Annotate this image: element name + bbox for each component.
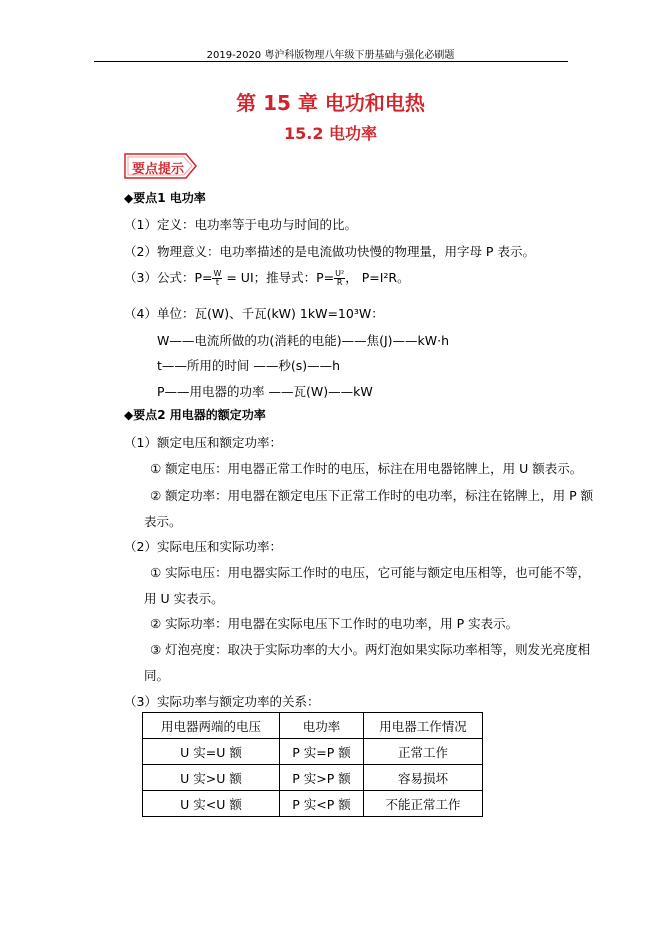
unit-p-line: P——用电器的功率 ——瓦(W)——kW: [157, 384, 373, 399]
point1-heading: ◆要点1 电功率: [124, 191, 206, 205]
point1-unit: （4）单位：瓦(W)、千瓦(kW) 1kW=10³W：: [124, 306, 384, 321]
formula-ui: = UI；推导式：P=: [222, 270, 335, 285]
rated-voltage: ① 额定电压：用电器正常工作时的电压，标注在用电器铭牌上，用 U 额表示。: [150, 461, 583, 476]
page-header: 2019-2020 粤沪科版物理八年级下册基础与强化必刷题: [206, 50, 455, 61]
table-header-cell: 用电器两端的电压: [143, 713, 280, 739]
actual-voltage-cont: 用 U 实表示。: [144, 591, 224, 606]
table-cell: U 实>U 额: [143, 765, 280, 791]
fraction-denominator: t: [215, 278, 219, 287]
table-row: [143, 791, 483, 817]
badge-label: 要点提示: [132, 162, 185, 177]
rated-title: （1）额定电压和额定功率：: [124, 435, 282, 450]
formula-label: （3）公式：P=: [124, 270, 213, 285]
table-header-cell: 电功率: [280, 713, 364, 739]
relation-title: （3）实际功率与额定功率的关系：: [124, 694, 320, 709]
table-row: [143, 739, 483, 765]
rated-power: ② 额定功率：用电器在额定电压下正常工作时的电功率，标注在铭牌上，用 P 额: [150, 488, 594, 503]
point1-formula: [124, 268, 410, 287]
table-cell: P 实>P 额: [280, 765, 364, 791]
formula-i2r: ， P=I²R。: [345, 270, 410, 285]
fraction-denominator: R: [336, 278, 343, 287]
power-relation-table: [142, 712, 483, 817]
fraction-numerator: W: [213, 269, 222, 278]
actual-voltage: ① 实际电压：用电器实际工作时的电压，它可能与额定电压相等，也可能不等，: [150, 565, 591, 580]
table-header-row: [143, 713, 483, 739]
point1-definition: （1）定义：电功率等于电功与时间的比。: [124, 217, 357, 232]
table-cell: 正常工作: [364, 739, 483, 765]
table-cell: 不能正常工作: [364, 791, 483, 817]
chapter-title: 第 15 章 电功和电热: [236, 91, 425, 115]
table-cell: U 实=U 额: [143, 739, 280, 765]
header-divider: [94, 61, 568, 62]
table-cell: 容易损坏: [364, 765, 483, 791]
table-cell: P 实<P 额: [280, 791, 364, 817]
actual-title: （2）实际电压和实际功率：: [124, 539, 282, 554]
table-row: [143, 765, 483, 791]
fraction-w-over-t: [212, 270, 222, 287]
rated-power-cont: 表示。: [144, 514, 182, 529]
actual-power: ② 实际功率：用电器在实际电压下工作时的电功率，用 P 实表示。: [150, 616, 519, 631]
point1-meaning: （2）物理意义：电功率描述的是电流做功快慢的物理量，用字母 P 表示。: [124, 244, 535, 259]
lamp-brightness-cont: 同。: [144, 668, 170, 683]
section-title: 15.2 电功率: [283, 124, 378, 143]
table-cell: P 实=P 额: [280, 739, 364, 765]
fraction-numerator: U²: [335, 269, 345, 278]
lamp-brightness: ③ 灯泡亮度：取决于实际功率的大小。两灯泡如果实际功率相等，则发光亮度相: [150, 642, 591, 657]
table-cell: U 实<U 额: [143, 791, 280, 817]
unit-w-line: W——电流所做的功(消耗的电能)——焦(J)——kW·h: [157, 333, 450, 348]
point2-heading: ◆要点2 用电器的额定功率: [124, 408, 266, 422]
unit-t-line: t——所用的时间 ——秒(s)——h: [157, 358, 341, 373]
fraction-u2-over-r: [334, 270, 345, 287]
table-header-cell: 用电器工作情况: [364, 713, 483, 739]
